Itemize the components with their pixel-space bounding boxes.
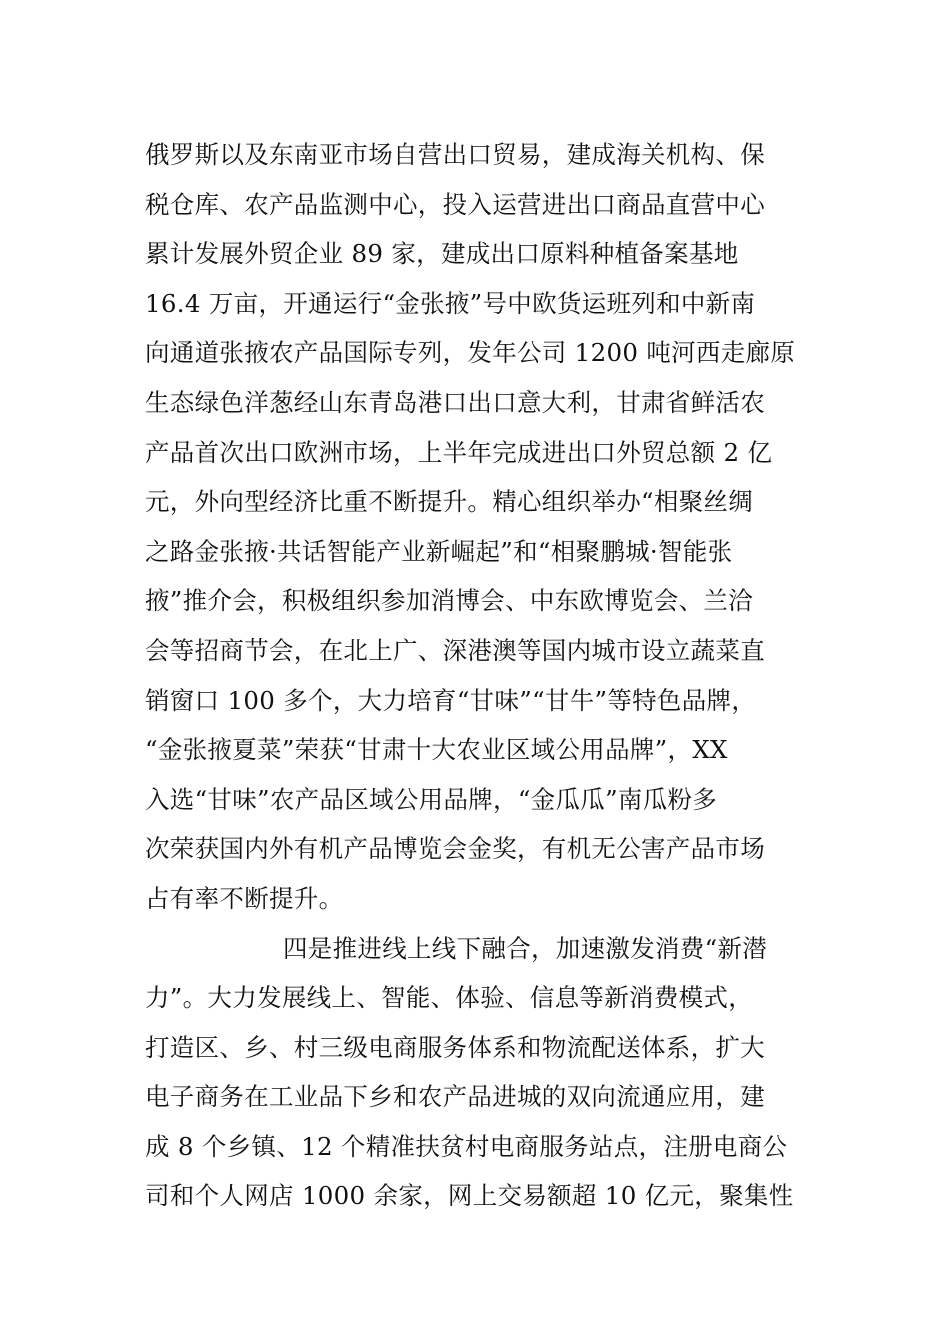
text-line: 会等招商节会，在北上广、深港澳等国内城市设立蔬菜直 <box>145 635 765 665</box>
text-line: 力”。大力发展线上、智能、体验、信息等新消费模式， <box>145 983 754 1013</box>
text-line: 元，外向型经济比重不断提升。精心组织举办“相聚丝绸 <box>145 487 754 517</box>
body-text <box>145 130 835 1221</box>
text-line: 生态绿色洋葱经山东青岛港口出口意大利，甘肃省鲜活农 <box>145 387 765 417</box>
text-line: 次荣获国内外有机产品博览会金奖，有机无公害产品市场 <box>145 834 765 864</box>
text-line: 掖”推介会，积极组织参加消博会、中东欧博览会、兰洽 <box>145 586 754 616</box>
text-line: 入选“甘味”农产品区域公用品牌，“金瓜瓜”南瓜粉多 <box>145 784 718 814</box>
paragraph-start-line: 四是推进线上线下融合，加速激发消费“新潜 <box>283 933 768 963</box>
text-line: 销窗口 100 多个，大力培育“甘味”“甘牛”等特色品牌， <box>145 685 757 715</box>
text-line: 产品首次出口欧洲市场，上半年完成进出口外贸总额 2 亿 <box>145 437 773 467</box>
text-line: 电子商务在工业品下乡和农产品进城的双向流通应用，建 <box>145 1082 765 1112</box>
text-line: 打造区、乡、村三级电商服务体系和物流配送体系，扩大 <box>145 1032 765 1062</box>
text-line: 累计发展外贸企业 89 家，建成出口原料种植备案基地 <box>145 239 739 269</box>
text-line: 税仓库、农产品监测中心，投入运营进出口商品直营中心 <box>145 189 765 219</box>
text-line: 16.4 万亩，开通运行“金张掖”号中欧货运班列和中新南 <box>145 288 756 318</box>
text-line: 成 8 个乡镇、12 个精准扶贫村电商服务站点，注册电商公 <box>145 1131 788 1161</box>
text-line: 司和个人网店 1000 余家，网上交易额超 10 亿元，聚集性 <box>145 1181 794 1211</box>
text-line: 俄罗斯以及东南亚市场自营出口贸易，建成海关机构、保 <box>145 140 765 169</box>
text-line: “金张掖夏菜”荣获“甘肃十大农业区域公用品牌”，XX <box>145 735 728 765</box>
text-line: 向通道张掖农产品国际专列，发年公司 1200 吨河西走廊原 <box>145 338 796 368</box>
text-line: 之路金张掖·共话智能产业新崛起”和“相聚鹏城·智能张 <box>145 536 733 566</box>
text-line: 占有率不断提升。 <box>145 883 344 913</box>
